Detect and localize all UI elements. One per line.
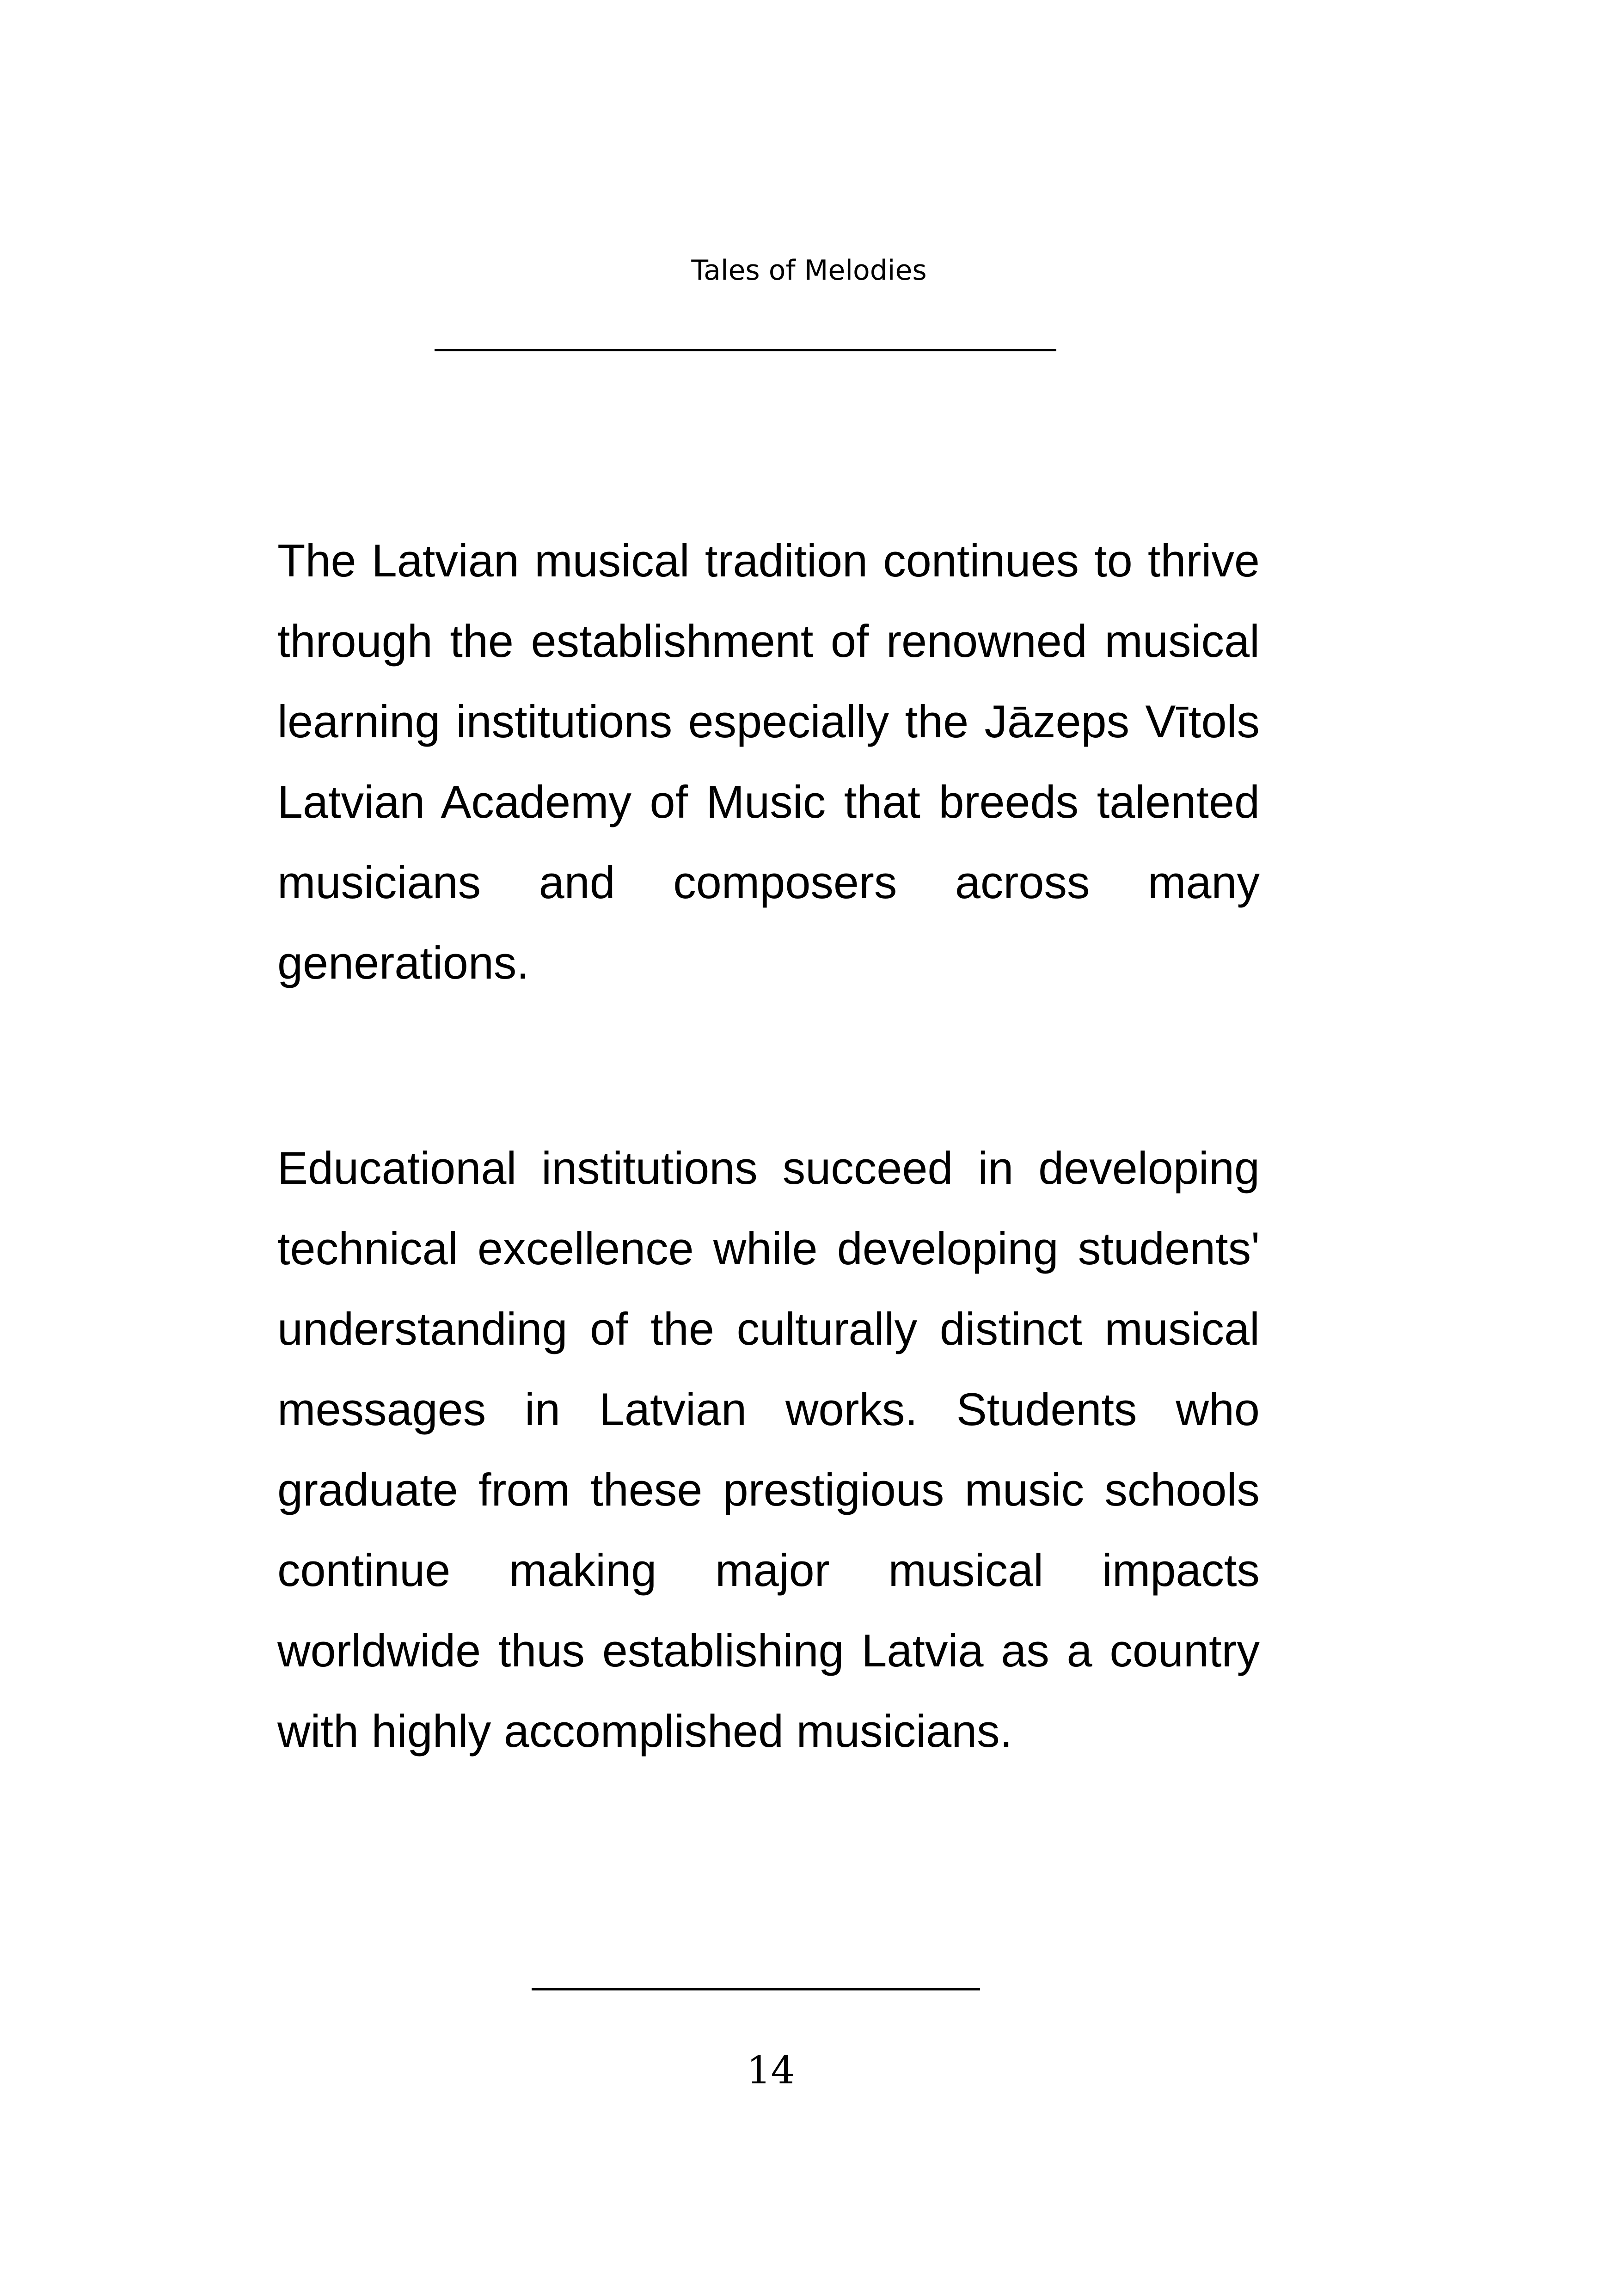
body-paragraph-1: The Latvian musical tradition continues to thrive through the establishment of renowned musical learning institutions especially the Jāzeps Vītols Latvian Academy of Music that breeds talented musicians and composers across many generations.	[277, 535, 1260, 988]
page-number: 14	[747, 2049, 795, 2093]
header-divider	[435, 349, 1056, 351]
body-paragraph-2: Educational institutions succeed in developing technical excellence while developing students' understanding of the culturally distinct musical messages in Latvian works. Students who graduate from these prestigious music schools continue making major musical impacts worldwide thus establishing Latvia as a country with highly accomplished musicians.	[277, 1142, 1260, 1757]
footer-divider	[532, 1988, 980, 1990]
running-header-title: Tales of Melodies	[691, 254, 927, 287]
